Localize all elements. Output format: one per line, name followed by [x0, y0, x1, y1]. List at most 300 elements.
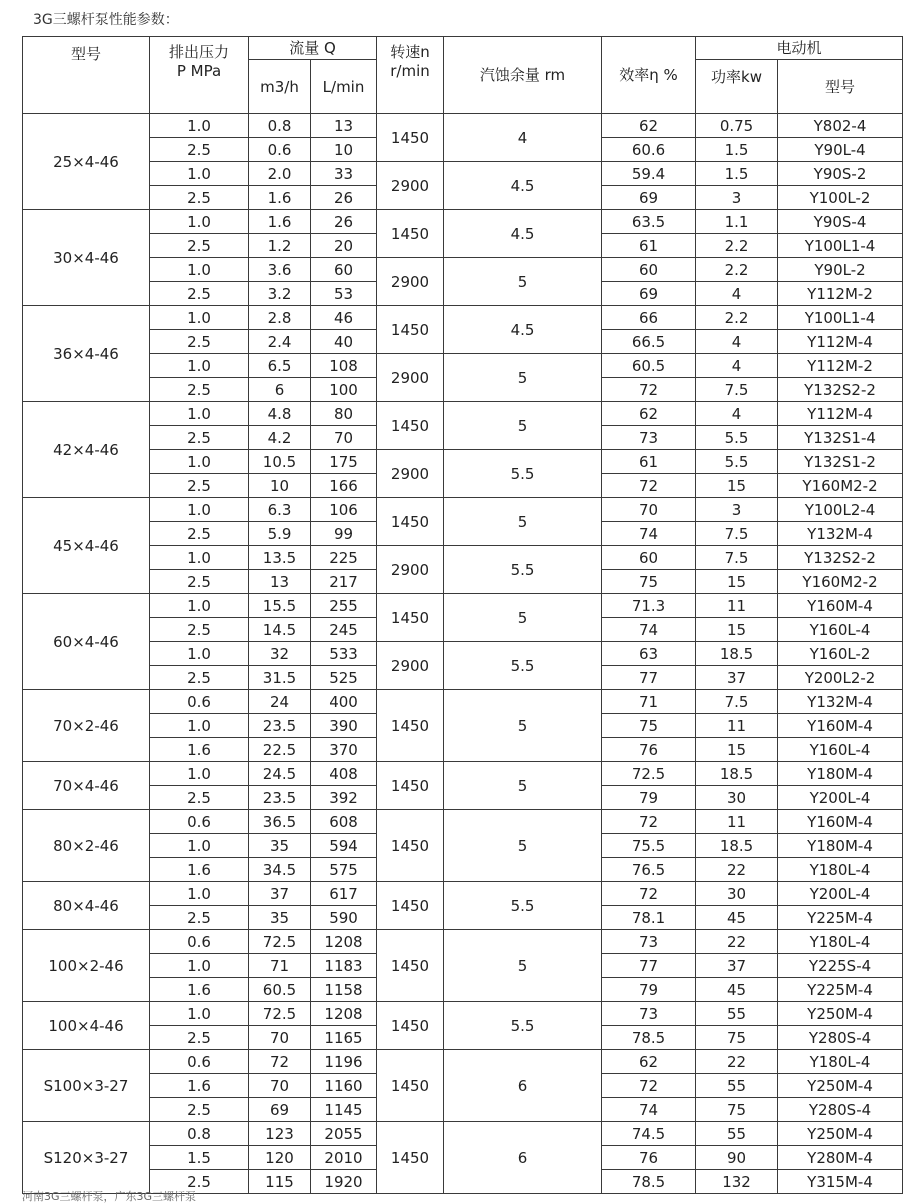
cell-efficiency: 72.5 — [602, 762, 696, 786]
cell-motor-model: Y802-4 — [778, 114, 903, 138]
cell-pressure: 2.5 — [150, 618, 249, 642]
cell-efficiency: 71 — [602, 690, 696, 714]
cell-speed: 1450 — [377, 882, 444, 930]
cell-model: 80×4-46 — [23, 882, 150, 930]
cell-flow-m3h: 2.8 — [249, 306, 311, 330]
cell-pressure: 0.8 — [150, 1122, 249, 1146]
cell-efficiency: 62 — [602, 1050, 696, 1074]
cell-motor-power: 15 — [696, 474, 778, 498]
cell-pressure: 1.6 — [150, 978, 249, 1002]
cell-speed: 1450 — [377, 930, 444, 1002]
cell-model: 100×2-46 — [23, 930, 150, 1002]
table-row — [23, 162, 903, 186]
cell-efficiency: 73 — [602, 930, 696, 954]
cell-efficiency: 69 — [602, 186, 696, 210]
cell-efficiency: 63 — [602, 642, 696, 666]
cell-pressure: 2.5 — [150, 906, 249, 930]
cell-motor-power: 1.5 — [696, 138, 778, 162]
cell-flow-lmin: 60 — [311, 258, 377, 282]
cell-motor-power: 7.5 — [696, 690, 778, 714]
header-motor-model — [778, 60, 903, 114]
cell-motor-model: Y90L-4 — [778, 138, 903, 162]
cell-flow-lmin: 40 — [311, 330, 377, 354]
header-speed-line1: 转速n — [390, 43, 430, 61]
cell-flow-m3h: 23.5 — [249, 786, 311, 810]
cell-pressure: 1.0 — [150, 498, 249, 522]
header-motor-power — [696, 60, 778, 114]
cell-flow-lmin: 594 — [311, 834, 377, 858]
cell-efficiency: 60.6 — [602, 138, 696, 162]
cell-flow-m3h: 10.5 — [249, 450, 311, 474]
cell-npsh: 6 — [444, 1122, 602, 1194]
cell-flow-m3h: 72 — [249, 1050, 311, 1074]
cell-speed: 1450 — [377, 114, 444, 162]
cell-efficiency: 74 — [602, 618, 696, 642]
cell-npsh: 4.5 — [444, 210, 602, 258]
cell-flow-m3h: 120 — [249, 1146, 311, 1170]
header-flow — [249, 37, 377, 60]
cell-flow-m3h: 31.5 — [249, 666, 311, 690]
cell-model: 70×4-46 — [23, 762, 150, 810]
cell-efficiency: 72 — [602, 474, 696, 498]
cell-efficiency: 74 — [602, 522, 696, 546]
cell-efficiency: 71.3 — [602, 594, 696, 618]
cell-motor-model: Y90L-2 — [778, 258, 903, 282]
cell-motor-power: 0.75 — [696, 114, 778, 138]
cell-flow-lmin: 1165 — [311, 1026, 377, 1050]
cell-motor-power: 7.5 — [696, 522, 778, 546]
table-row — [23, 1002, 903, 1026]
table-row — [23, 594, 903, 618]
cell-motor-power: 2.2 — [696, 258, 778, 282]
cell-motor-model: Y112M-4 — [778, 330, 903, 354]
cell-motor-model: Y90S-2 — [778, 162, 903, 186]
cell-flow-lmin: 26 — [311, 210, 377, 234]
header-flow-lmin — [311, 60, 377, 114]
cell-flow-lmin: 608 — [311, 810, 377, 834]
cell-model: 100×4-46 — [23, 1002, 150, 1050]
cell-npsh: 5 — [444, 402, 602, 450]
cell-pressure: 1.5 — [150, 1146, 249, 1170]
cell-motor-power: 45 — [696, 906, 778, 930]
cell-efficiency: 75.5 — [602, 834, 696, 858]
cell-flow-m3h: 34.5 — [249, 858, 311, 882]
cell-npsh: 6 — [444, 1050, 602, 1122]
cell-pressure: 1.0 — [150, 306, 249, 330]
cell-motor-power: 45 — [696, 978, 778, 1002]
cell-motor-power: 18.5 — [696, 642, 778, 666]
cell-motor-model: Y250M-4 — [778, 1002, 903, 1026]
cell-efficiency: 72 — [602, 810, 696, 834]
cell-efficiency: 79 — [602, 978, 696, 1002]
cell-efficiency: 72 — [602, 1074, 696, 1098]
cell-motor-power: 22 — [696, 1050, 778, 1074]
cell-motor-power: 5.5 — [696, 426, 778, 450]
table-row — [23, 402, 903, 426]
cell-npsh: 5.5 — [444, 450, 602, 498]
cell-efficiency: 78.5 — [602, 1170, 696, 1194]
cell-efficiency: 74 — [602, 1098, 696, 1122]
cell-efficiency: 73 — [602, 426, 696, 450]
cell-pressure: 1.6 — [150, 1074, 249, 1098]
cell-motor-model: Y160L-4 — [778, 618, 903, 642]
cell-efficiency: 75 — [602, 714, 696, 738]
cell-speed: 2900 — [377, 450, 444, 498]
cell-model: 36×4-46 — [23, 306, 150, 402]
cell-pressure: 2.5 — [150, 378, 249, 402]
cell-flow-lmin: 46 — [311, 306, 377, 330]
cell-flow-lmin: 390 — [311, 714, 377, 738]
cell-flow-lmin: 225 — [311, 546, 377, 570]
cell-pressure: 1.0 — [150, 450, 249, 474]
cell-motor-power: 15 — [696, 570, 778, 594]
cell-npsh: 5 — [444, 258, 602, 306]
cell-pressure: 1.6 — [150, 738, 249, 762]
cell-motor-power: 15 — [696, 738, 778, 762]
cell-npsh: 5 — [444, 594, 602, 642]
cell-pressure: 0.6 — [150, 810, 249, 834]
cell-flow-m3h: 1.6 — [249, 186, 311, 210]
cell-motor-power: 4 — [696, 282, 778, 306]
cell-flow-m3h: 37 — [249, 882, 311, 906]
cell-pressure: 2.5 — [150, 666, 249, 690]
cell-speed: 1450 — [377, 1050, 444, 1122]
cell-flow-lmin: 108 — [311, 354, 377, 378]
cell-pressure: 2.5 — [150, 330, 249, 354]
cell-model: 70×2-46 — [23, 690, 150, 762]
cell-motor-power: 3 — [696, 498, 778, 522]
cell-efficiency: 74.5 — [602, 1122, 696, 1146]
cell-motor-model: Y112M-4 — [778, 402, 903, 426]
cell-pressure: 1.0 — [150, 258, 249, 282]
cell-pressure: 1.0 — [150, 882, 249, 906]
cell-speed: 1450 — [377, 498, 444, 546]
table-row — [23, 306, 903, 330]
cell-flow-m3h: 0.6 — [249, 138, 311, 162]
cell-flow-lmin: 617 — [311, 882, 377, 906]
cell-model: S120×3-27 — [23, 1122, 150, 1194]
cell-pressure: 1.0 — [150, 954, 249, 978]
cell-pressure: 2.5 — [150, 234, 249, 258]
cell-pressure: 0.6 — [150, 1050, 249, 1074]
cell-flow-m3h: 69 — [249, 1098, 311, 1122]
cell-flow-lmin: 1145 — [311, 1098, 377, 1122]
cell-motor-model: Y160L-2 — [778, 642, 903, 666]
cell-pressure: 0.6 — [150, 930, 249, 954]
cell-npsh: 4.5 — [444, 306, 602, 354]
cell-flow-lmin: 245 — [311, 618, 377, 642]
cell-efficiency: 75 — [602, 570, 696, 594]
header-npsh — [444, 37, 602, 114]
cell-flow-lmin: 99 — [311, 522, 377, 546]
cell-efficiency: 78.5 — [602, 1026, 696, 1050]
cell-motor-model: Y180M-4 — [778, 762, 903, 786]
cell-motor-model: Y280M-4 — [778, 1146, 903, 1170]
cell-model: 25×4-46 — [23, 114, 150, 210]
cell-pressure: 1.0 — [150, 114, 249, 138]
cell-motor-model: Y200L-4 — [778, 882, 903, 906]
cell-pressure: 1.0 — [150, 834, 249, 858]
cell-flow-m3h: 14.5 — [249, 618, 311, 642]
cell-efficiency: 62 — [602, 114, 696, 138]
cell-model: 80×2-46 — [23, 810, 150, 882]
cell-motor-model: Y180M-4 — [778, 834, 903, 858]
cell-motor-model: Y90S-4 — [778, 210, 903, 234]
cell-motor-power: 4 — [696, 354, 778, 378]
cell-motor-model: Y160L-4 — [778, 738, 903, 762]
cell-model: 45×4-46 — [23, 498, 150, 594]
cell-motor-model: Y225M-4 — [778, 978, 903, 1002]
cell-flow-lmin: 525 — [311, 666, 377, 690]
cell-flow-m3h: 115 — [249, 1170, 311, 1194]
cell-efficiency: 60.5 — [602, 354, 696, 378]
table-row — [23, 114, 903, 138]
cell-motor-model: Y160M2-2 — [778, 474, 903, 498]
cell-pressure: 2.5 — [150, 186, 249, 210]
cell-flow-m3h: 0.8 — [249, 114, 311, 138]
cell-motor-power: 132 — [696, 1170, 778, 1194]
cell-pressure: 1.0 — [150, 546, 249, 570]
header-flow-label: 流量 Q — [289, 39, 336, 57]
cell-pressure: 1.0 — [150, 162, 249, 186]
header-flow-m3h-label: m3/h — [260, 77, 299, 96]
cell-speed: 1450 — [377, 810, 444, 882]
cell-flow-lmin: 2055 — [311, 1122, 377, 1146]
cell-flow-lmin: 217 — [311, 570, 377, 594]
cell-efficiency: 61 — [602, 450, 696, 474]
cell-pressure: 0.6 — [150, 690, 249, 714]
cell-flow-m3h: 60.5 — [249, 978, 311, 1002]
cell-motor-power: 11 — [696, 594, 778, 618]
cell-speed: 1450 — [377, 1002, 444, 1050]
cell-speed: 2900 — [377, 162, 444, 210]
cell-motor-power: 55 — [696, 1074, 778, 1098]
cell-flow-lmin: 10 — [311, 138, 377, 162]
header-pressure-line2: P MPa — [176, 62, 222, 80]
cell-flow-lmin: 13 — [311, 114, 377, 138]
cell-model: 42×4-46 — [23, 402, 150, 498]
cell-motor-power: 22 — [696, 930, 778, 954]
header-pressure — [150, 37, 249, 114]
cell-speed: 1450 — [377, 210, 444, 258]
cell-flow-m3h: 24 — [249, 690, 311, 714]
cell-flow-lmin: 575 — [311, 858, 377, 882]
header-speed-line2: r/min — [390, 62, 430, 80]
cell-model: S100×3-27 — [23, 1050, 150, 1122]
cell-motor-model: Y180L-4 — [778, 930, 903, 954]
cell-pressure: 1.0 — [150, 762, 249, 786]
table-row — [23, 642, 903, 666]
cell-npsh: 5 — [444, 498, 602, 546]
cell-speed: 1450 — [377, 690, 444, 762]
cell-speed: 1450 — [377, 1122, 444, 1194]
table-row — [23, 810, 903, 834]
cell-motor-power: 15 — [696, 618, 778, 642]
cell-flow-lmin: 26 — [311, 186, 377, 210]
cell-flow-lmin: 20 — [311, 234, 377, 258]
cell-motor-model: Y250M-4 — [778, 1122, 903, 1146]
cell-efficiency: 63.5 — [602, 210, 696, 234]
cell-motor-model: Y200L2-2 — [778, 666, 903, 690]
cell-flow-m3h: 70 — [249, 1074, 311, 1098]
cell-pressure: 2.5 — [150, 786, 249, 810]
cell-motor-power: 1.1 — [696, 210, 778, 234]
cell-flow-lmin: 1196 — [311, 1050, 377, 1074]
cell-motor-model: Y112M-2 — [778, 282, 903, 306]
cell-flow-lmin: 80 — [311, 402, 377, 426]
cell-motor-model: Y250M-4 — [778, 1074, 903, 1098]
cell-npsh: 5.5 — [444, 882, 602, 930]
table-row — [23, 210, 903, 234]
cell-flow-lmin: 370 — [311, 738, 377, 762]
cell-flow-lmin: 1158 — [311, 978, 377, 1002]
cell-npsh: 5 — [444, 762, 602, 810]
cell-motor-model: Y180L-4 — [778, 1050, 903, 1074]
cell-motor-model: Y180L-4 — [778, 858, 903, 882]
cell-flow-lmin: 175 — [311, 450, 377, 474]
table-row — [23, 690, 903, 714]
header-speed — [377, 37, 444, 114]
cell-flow-m3h: 72.5 — [249, 1002, 311, 1026]
table-body — [23, 114, 903, 1194]
cell-flow-lmin: 1920 — [311, 1170, 377, 1194]
header-motor-power-label: 功率kw — [711, 68, 762, 86]
cell-efficiency: 79 — [602, 786, 696, 810]
cell-flow-m3h: 2.0 — [249, 162, 311, 186]
cell-flow-lmin: 1208 — [311, 1002, 377, 1026]
header-motor-model-label: 型号 — [825, 77, 856, 96]
cell-flow-m3h: 32 — [249, 642, 311, 666]
table-row — [23, 546, 903, 570]
cell-pressure: 1.0 — [150, 1002, 249, 1026]
table-row — [23, 498, 903, 522]
header-model — [23, 37, 150, 114]
header-motor — [696, 37, 903, 60]
cell-flow-lmin: 2010 — [311, 1146, 377, 1170]
cell-flow-lmin: 400 — [311, 690, 377, 714]
table-caption: 3G三螺杆泵性能参数： — [33, 12, 179, 28]
cell-flow-lmin: 255 — [311, 594, 377, 618]
cell-flow-m3h: 1.6 — [249, 210, 311, 234]
cell-motor-model: Y200L-4 — [778, 786, 903, 810]
cell-efficiency: 76 — [602, 738, 696, 762]
table-row — [23, 258, 903, 282]
cell-motor-power: 37 — [696, 666, 778, 690]
cell-motor-power: 18.5 — [696, 762, 778, 786]
cell-pressure: 1.0 — [150, 402, 249, 426]
cell-pressure: 2.5 — [150, 426, 249, 450]
cell-motor-power: 75 — [696, 1026, 778, 1050]
cell-motor-model: Y160M2-2 — [778, 570, 903, 594]
cell-speed: 2900 — [377, 642, 444, 690]
cell-speed: 1450 — [377, 306, 444, 354]
cell-motor-model: Y112M-2 — [778, 354, 903, 378]
cell-model: 60×4-46 — [23, 594, 150, 690]
header-flow-m3h — [249, 60, 311, 114]
cell-efficiency: 78.1 — [602, 906, 696, 930]
table-row — [23, 1050, 903, 1074]
cell-pressure: 1.0 — [150, 210, 249, 234]
cell-motor-model: Y132S1-4 — [778, 426, 903, 450]
cell-efficiency: 77 — [602, 666, 696, 690]
cell-flow-m3h: 13 — [249, 570, 311, 594]
cell-motor-model: Y100L2-4 — [778, 498, 903, 522]
cell-efficiency: 60 — [602, 258, 696, 282]
cell-motor-power: 11 — [696, 714, 778, 738]
page-footer-text: 河南3G三螺杆泵，广东3G三螺杆泵 — [22, 1190, 197, 1203]
cell-motor-model: Y132M-4 — [778, 690, 903, 714]
cell-pressure: 1.0 — [150, 642, 249, 666]
cell-flow-lmin: 100 — [311, 378, 377, 402]
cell-speed: 2900 — [377, 258, 444, 306]
cell-pressure: 2.5 — [150, 1026, 249, 1050]
cell-speed: 1450 — [377, 762, 444, 810]
cell-efficiency: 66.5 — [602, 330, 696, 354]
cell-flow-m3h: 72.5 — [249, 930, 311, 954]
cell-npsh: 5 — [444, 930, 602, 1002]
cell-motor-power: 7.5 — [696, 546, 778, 570]
header-pressure-line1: 排出压力 — [168, 43, 229, 61]
cell-flow-m3h: 24.5 — [249, 762, 311, 786]
cell-motor-model: Y132S2-2 — [778, 546, 903, 570]
cell-efficiency: 60 — [602, 546, 696, 570]
header-flow-lmin-label: L/min — [322, 77, 365, 96]
table-row — [23, 882, 903, 906]
cell-motor-power: 2.2 — [696, 306, 778, 330]
cell-motor-model: Y225S-4 — [778, 954, 903, 978]
cell-efficiency: 61 — [602, 234, 696, 258]
cell-flow-m3h: 23.5 — [249, 714, 311, 738]
cell-motor-power: 22 — [696, 858, 778, 882]
cell-efficiency: 72 — [602, 882, 696, 906]
cell-flow-m3h: 5.9 — [249, 522, 311, 546]
cell-motor-power: 55 — [696, 1002, 778, 1026]
cell-motor-model: Y160M-4 — [778, 714, 903, 738]
cell-motor-power: 1.5 — [696, 162, 778, 186]
cell-flow-m3h: 36.5 — [249, 810, 311, 834]
cell-efficiency: 59.4 — [602, 162, 696, 186]
cell-flow-m3h: 35 — [249, 834, 311, 858]
cell-efficiency: 76.5 — [602, 858, 696, 882]
cell-flow-m3h: 70 — [249, 1026, 311, 1050]
cell-motor-model: Y100L1-4 — [778, 306, 903, 330]
pump-performance-table — [22, 36, 903, 1194]
cell-motor-model: Y160M-4 — [778, 594, 903, 618]
cell-pressure: 2.5 — [150, 138, 249, 162]
cell-efficiency: 73 — [602, 1002, 696, 1026]
cell-pressure: 1.0 — [150, 594, 249, 618]
cell-motor-model: Y225M-4 — [778, 906, 903, 930]
cell-efficiency: 62 — [602, 402, 696, 426]
cell-pressure: 2.5 — [150, 474, 249, 498]
cell-motor-power: 90 — [696, 1146, 778, 1170]
table-row — [23, 762, 903, 786]
cell-npsh: 4.5 — [444, 162, 602, 210]
cell-motor-power: 4 — [696, 330, 778, 354]
cell-pressure: 2.5 — [150, 282, 249, 306]
cell-flow-lmin: 53 — [311, 282, 377, 306]
cell-efficiency: 77 — [602, 954, 696, 978]
cell-motor-model: Y132S1-2 — [778, 450, 903, 474]
cell-speed: 1450 — [377, 594, 444, 642]
cell-motor-power: 4 — [696, 402, 778, 426]
cell-flow-m3h: 35 — [249, 906, 311, 930]
cell-npsh: 5.5 — [444, 642, 602, 690]
cell-flow-lmin: 70 — [311, 426, 377, 450]
cell-motor-model: Y132S2-2 — [778, 378, 903, 402]
cell-flow-lmin: 33 — [311, 162, 377, 186]
cell-speed: 2900 — [377, 354, 444, 402]
